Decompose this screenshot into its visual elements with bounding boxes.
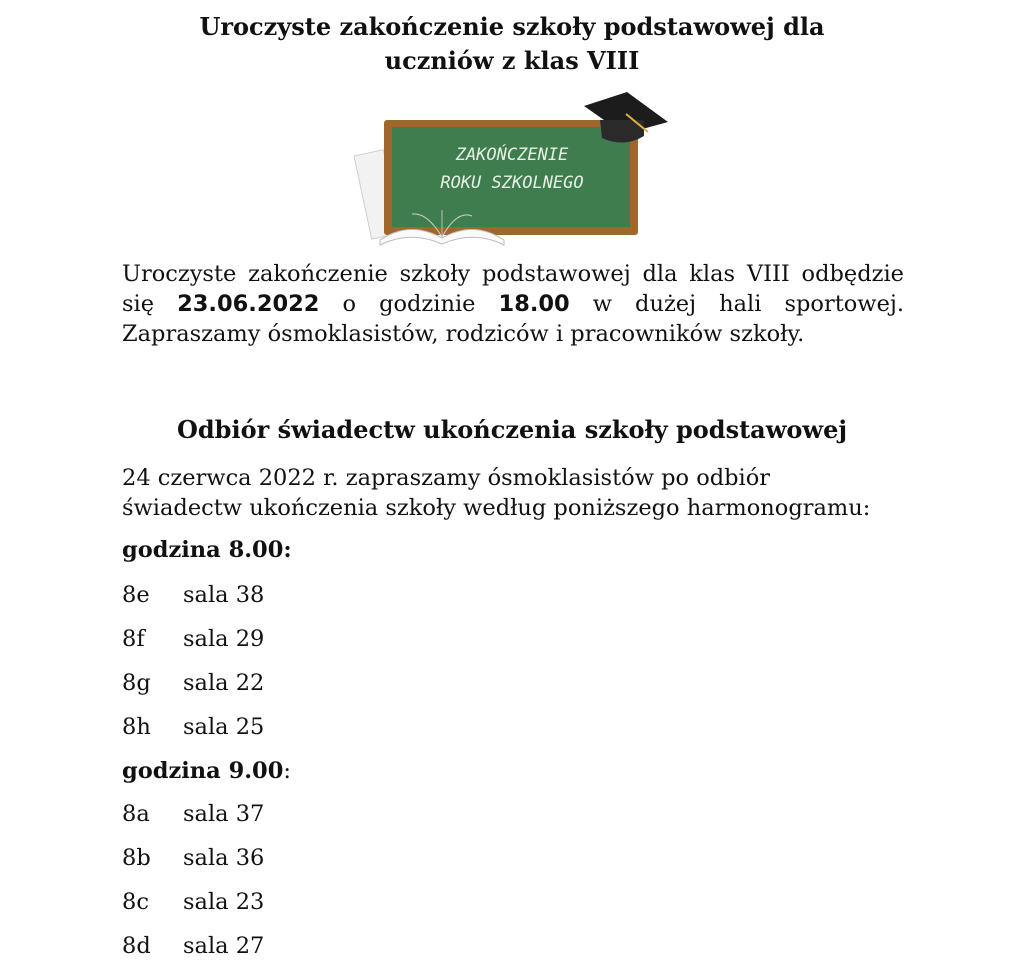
document-title bbox=[0, 10, 1024, 78]
class-name: 8h bbox=[122, 714, 151, 740]
group-label-colon: : bbox=[283, 537, 292, 563]
section-lead bbox=[122, 463, 922, 523]
section-heading: Odbiór świadectw ukończenia szkoły podstawowej bbox=[176, 415, 848, 444]
class-name: 8f bbox=[122, 626, 145, 652]
title-line-2: uczniów z klas VIII bbox=[384, 46, 640, 75]
lead-line-1: 24 czerwca 2022 r. zapraszamy ósmoklasistów po odbiór bbox=[122, 465, 771, 491]
class-name: 8b bbox=[122, 845, 151, 871]
room-name: sala 25 bbox=[183, 714, 265, 740]
chalkboard-illustration bbox=[352, 92, 672, 252]
class-name: 8e bbox=[122, 582, 150, 608]
intro-line-1: Uroczyste zakończenie szkoły podstawowej dla klas VIII odbędzie bbox=[122, 261, 904, 287]
room-name: sala 38 bbox=[183, 582, 265, 608]
room-name: sala 27 bbox=[183, 933, 265, 959]
intro-line-3: Zapraszamy ósmoklasistów, rodziców i pracowników szkoły. bbox=[122, 321, 805, 347]
group-label-colon: : bbox=[283, 758, 291, 784]
intro-line-2-start: się bbox=[122, 291, 155, 317]
schedule-row bbox=[122, 889, 264, 915]
room-name: sala 37 bbox=[183, 801, 265, 827]
schedule-row bbox=[122, 626, 264, 652]
intro-line-2-middle: o godzinie bbox=[342, 291, 476, 317]
schedule-row bbox=[122, 582, 264, 608]
room-name: sala 23 bbox=[183, 889, 265, 915]
group-time-label: godzina 8.00 bbox=[122, 537, 284, 563]
title-line-1: Uroczyste zakończenie szkoły podstawowej dla bbox=[199, 12, 825, 41]
class-name: 8d bbox=[122, 933, 151, 959]
class-name: 8g bbox=[122, 670, 151, 696]
ceremony-date: 23.06.2022 bbox=[177, 291, 320, 317]
class-name: 8c bbox=[122, 889, 149, 915]
room-name: sala 36 bbox=[183, 845, 265, 871]
room-name: sala 29 bbox=[183, 626, 265, 652]
schedule-row bbox=[122, 801, 264, 827]
schedule-row bbox=[122, 670, 264, 696]
ceremony-time: 18.00 bbox=[498, 291, 570, 317]
lead-line-2: świadectw ukończenia szkoły według poniższego harmonogramu: bbox=[122, 495, 871, 521]
schedule-row bbox=[122, 933, 264, 959]
schedule-row bbox=[122, 714, 264, 740]
group-time-label: godzina 9.00 bbox=[122, 758, 284, 784]
intro-line-2-end: w dużej hali sportowej. bbox=[592, 291, 905, 317]
room-name: sala 22 bbox=[183, 670, 265, 696]
schedule-row bbox=[122, 845, 264, 871]
schedule-group-label bbox=[122, 758, 291, 784]
intro-line-2 bbox=[122, 289, 904, 319]
board-text-line-1: ZAKOŃCZENIE bbox=[455, 145, 569, 165]
class-name: 8a bbox=[122, 801, 150, 827]
ceremony-announcement bbox=[122, 259, 904, 349]
board-text-line-2: ROKU SZKOLNEGO bbox=[440, 173, 584, 193]
schedule-group-label bbox=[122, 537, 292, 563]
